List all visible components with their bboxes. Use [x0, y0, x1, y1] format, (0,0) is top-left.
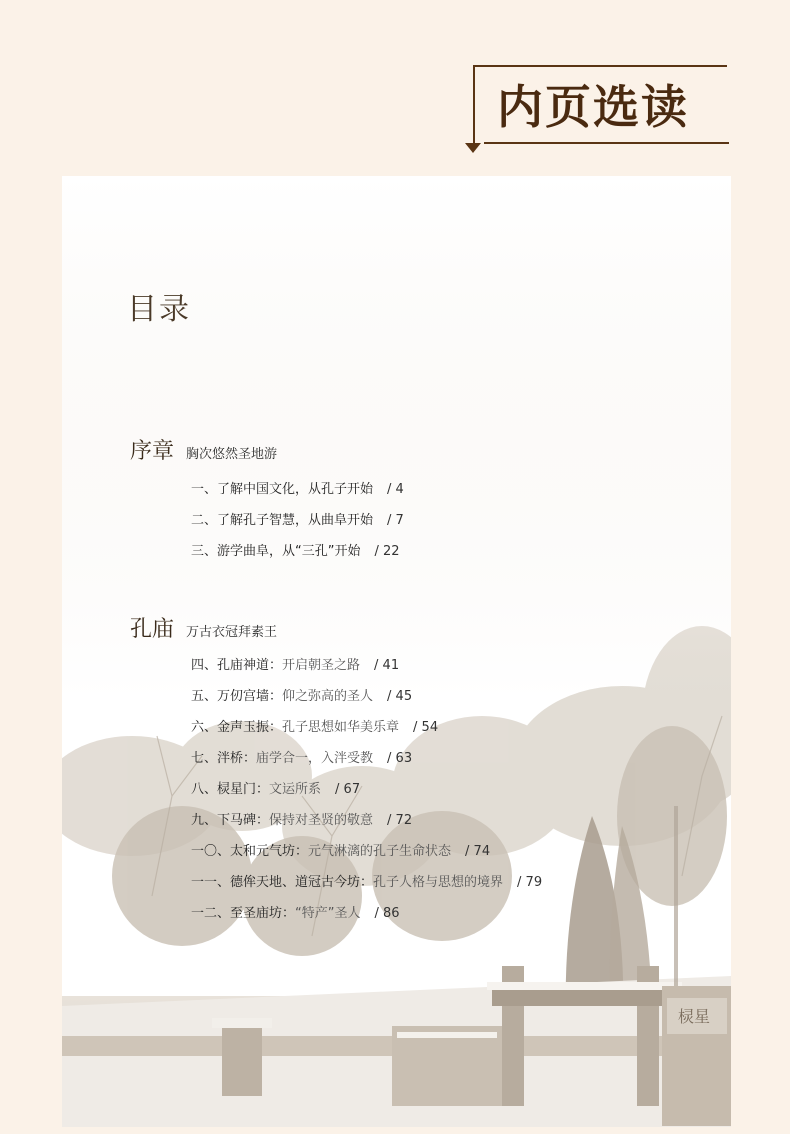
entry-page: / 22 — [374, 544, 400, 559]
toc-entry[interactable] — [191, 902, 400, 921]
toc-entry[interactable] — [191, 747, 412, 766]
entry-desc: 庙学合一，入泮受教 — [256, 751, 374, 766]
entry-title: 五、万仞宫墙： — [191, 689, 283, 704]
entry-page: / 72 — [387, 813, 413, 828]
entry-page: / 63 — [387, 751, 413, 766]
entry-title: 二、了解孔子智慧，从曲阜开始 — [191, 513, 374, 528]
book-page — [62, 176, 731, 1127]
header-title: 内页选读 — [497, 80, 689, 134]
entry-title: 一〇、太和元气坊： — [191, 844, 309, 859]
toc-entry[interactable] — [191, 871, 542, 890]
entry-title: 三、游学曲阜，从“三孔”开始 — [191, 544, 361, 559]
section-heading-confucius-temple — [130, 612, 277, 643]
entry-desc: 保持对圣贤的敬意 — [269, 813, 374, 828]
entry-desc: 仰之弥高的圣人 — [282, 689, 374, 704]
section-heading-preface — [130, 434, 277, 465]
entry-title: 四、孔庙神道： — [191, 658, 283, 673]
entry-desc: 开启朝圣之路 — [282, 658, 361, 673]
section-name: 序章 — [130, 439, 175, 464]
entry-page: / 74 — [465, 844, 491, 859]
entry-title: 一、了解中国文化，从孔子开始 — [191, 482, 374, 497]
entry-desc: 孔子人格与思想的境界 — [373, 875, 504, 890]
toc-entry[interactable] — [191, 654, 399, 673]
toc-entry[interactable] — [191, 478, 404, 497]
entry-page: / 86 — [374, 906, 400, 921]
entry-page: / 7 — [387, 513, 404, 528]
section-subtitle: 胸次悠然圣地游 — [186, 447, 278, 462]
entry-title: 一二、至圣庙坊： — [191, 906, 296, 921]
entry-desc: “特产”圣人 — [295, 906, 361, 921]
entry-page: / 45 — [387, 689, 413, 704]
entry-page: / 41 — [374, 658, 400, 673]
toc-entry[interactable] — [191, 809, 412, 828]
entry-desc: 文运所系 — [269, 782, 322, 797]
entry-title: 九、下马碑： — [191, 813, 270, 828]
toc-title: 目录 — [127, 292, 191, 327]
entry-title: 八、棂星门： — [191, 782, 270, 797]
toc-entry[interactable] — [191, 840, 490, 859]
entry-page: / 67 — [335, 782, 361, 797]
entry-title: 七、泮桥： — [191, 751, 257, 766]
toc-entry[interactable] — [191, 716, 438, 735]
toc-entry[interactable] — [191, 540, 400, 559]
toc-entry[interactable] — [191, 685, 412, 704]
toc-entry[interactable] — [191, 509, 404, 528]
entry-desc: 元气淋漓的孔子生命状态 — [308, 844, 452, 859]
entry-title: 六、金声玉振： — [191, 720, 283, 735]
section-subtitle: 万古衣冠拜素王 — [186, 625, 278, 640]
toc-entry[interactable] — [191, 778, 360, 797]
entry-page: / 54 — [413, 720, 439, 735]
entry-page: / 4 — [387, 482, 404, 497]
entry-title: 一一、德侔天地、道冠古今坊： — [191, 875, 374, 890]
entry-desc: 孔子思想如华美乐章 — [282, 720, 400, 735]
arrow-down-icon — [465, 143, 481, 153]
header-underline — [484, 142, 729, 144]
entry-page: / 79 — [517, 875, 543, 890]
section-name: 孔庙 — [130, 617, 175, 642]
